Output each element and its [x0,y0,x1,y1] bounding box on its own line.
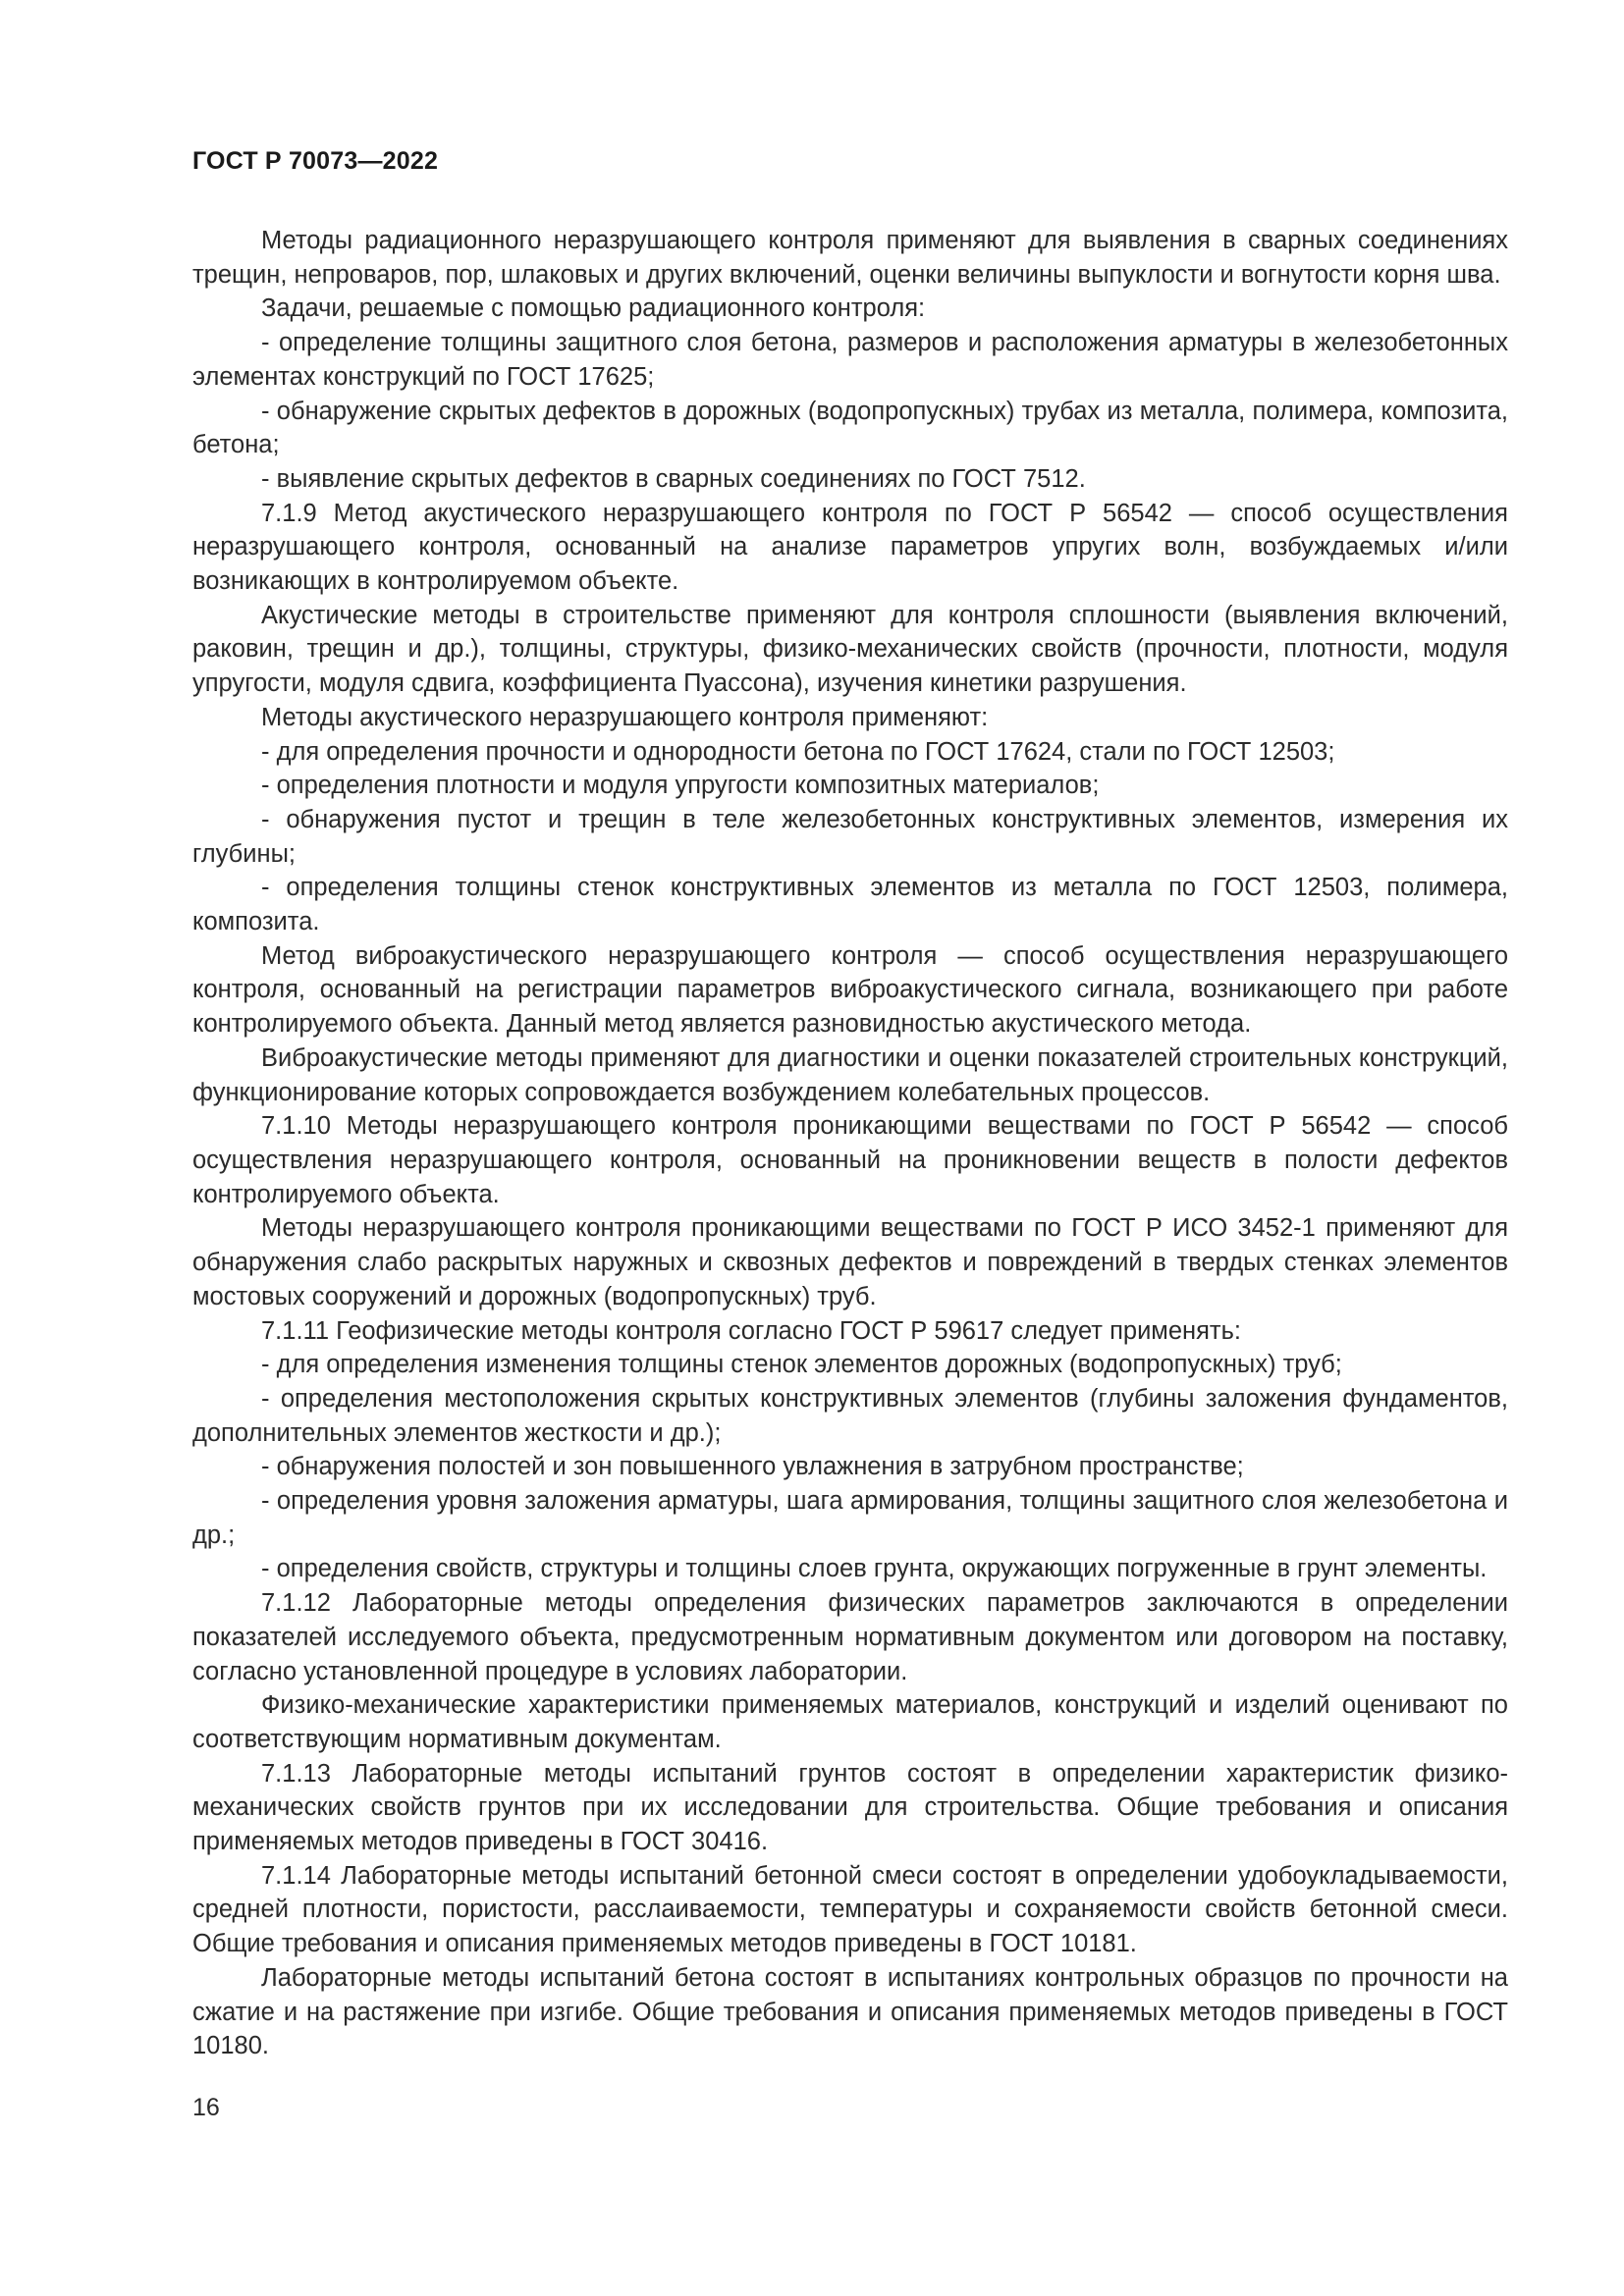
paragraph: Методы акустического неразрушающего контроля применяют: [261,703,989,731]
paragraph: Методы радиационного неразрушающего контроля применяют для выявления в сварных соединениях трещин, непроваров, пор, шлаковых и других включений, оценки величины выпуклости и вогнутости корня шва. [192,227,1508,289]
list-item: - определения свойств, структуры и толщины слоев грунта, окружающих погруженные в грунт элементы. [261,1555,1488,1583]
list-item: - обнаружение скрытых дефектов в дорожных (водопропускных) трубах из металла, полимера, композита, бетона; [192,397,1508,459]
list-item: - определения местоположения скрытых конструктивных элементов (глубины заложения фундаментов, дополнительных элементов жесткости и др.); [192,1384,1508,1447]
section-7-1-10: 7.1.10 Методы неразрушающего контроля проникающими веществами по ГОСТ Р 56542 — способ осуществления неразрушающего контроля, основанный на проникновении веществ в полости дефектов контролируемого объекта. [192,1112,1508,1208]
list-item: - для определения изменения толщины стенок элементов дорожных (водопропускных) труб; [261,1351,1342,1379]
paragraph: Методы неразрушающего контроля проникающими веществами по ГОСТ Р ИСО 3452-1 применяют для обнаружения слабо раскрытых наружных и сквозных дефектов и повреждений в твердых стенках элементов мостовых сооружений и дорожных (водопропускных) труб. [192,1214,1508,1310]
paragraph: Метод виброакустического неразрушающего контроля — способ осуществления неразрушающего контроля, основанный на регистрации параметров виброакустического сигнала, возникающего при работе контролируемого объекта. Данный метод является разновидностью акустического метода. [192,941,1508,1039]
section-7-1-9: 7.1.9 Метод акустического неразрушающего контроля по ГОСТ Р 56542 — способ осуществления неразрушающего контроля, основанный на анализе параметров упругих волн, возбуждаемых и/или возникающих в контролируемом объекте. [192,499,1508,596]
section-7-1-14: 7.1.14 Лабораторные методы испытаний бетонной смеси состоят в определении удобоукладываемости, средней плотности, пористости, расслаиваемости, температуры и сохраняемости свойств бетонной смеси. Общие требования и описания применяемых методов приведены в ГОСТ 10181. [192,1861,1508,1958]
list-item: - определения плотности и модуля упругости композитных материалов; [261,772,1100,800]
list-item: - определение толщины защитного слоя бетона, размеров и расположения арматуры в железобетонных элементах конструкций по ГОСТ 17625; [192,329,1508,391]
section-7-1-13: 7.1.13 Лабораторные методы испытаний грунтов состоят в определении характеристик физико-механических свойств грунтов при их исследовании для строительства. Общие требования и описания применяемых методов приведены в ГОСТ 30416. [192,1759,1508,1856]
paragraph: Акустические методы в строительстве применяют для контроля сплошности (выявления включений, раковин, трещин и др.), толщины, структуры, физико-механических свойств (прочности, плотности, модуля упругости, модуля сдвига, коэффициента Пуассона), изучения кинетики разрушения. [192,601,1508,698]
list-item: - обнаружения пустот и трещин в теле железобетонных конструктивных элементов, измерения их глубины; [192,805,1508,868]
list-item: - выявление скрытых дефектов в сварных соединениях по ГОСТ 7512. [261,464,1086,493]
paragraph: Задачи, решаемые с помощью радиационного контроля: [261,294,926,323]
section-7-1-11: 7.1.11 Геофизические методы контроля согласно ГОСТ Р 59617 следует применять: [261,1316,1241,1345]
paragraph: Физико-механические характеристики применяемых материалов, конструкций и изделий оценивают по соответствующим нормативным документам. [192,1691,1508,1753]
section-7-1-12: 7.1.12 Лабораторные методы определения физических параметров заключаются в определении показателей исследуемого объекта, предусмотренным нормативным документом или договором на поставку, согласно установленной процедуре в условиях лаборатории. [192,1589,1508,1685]
list-item: - определения уровня заложения арматуры, шага армирования, толщины защитного слоя железобетона и др.; [192,1487,1508,1549]
page-number: 16 [192,2094,220,2121]
paragraph: Виброакустические методы применяют для диагностики и оценки показателей строительных конструкций, функционирование которых сопровождается возбуждением колебательных процессов. [192,1043,1508,1106]
body-text [192,224,1508,2063]
list-item: - определения толщины стенок конструктивных элементов из металла по ГОСТ 12503, полимера, композита. [192,874,1508,936]
paragraph: Лабораторные методы испытаний бетона состоят в испытаниях контрольных образцов по прочности на сжатие и на растяжение при изгибе. Общие требования и описания применяемых методов приведены в ГОСТ 10180. [192,1963,1508,2060]
list-item: - обнаружения полостей и зон повышенного увлажнения в затрубном пространстве; [261,1453,1244,1481]
document-header: ГОСТ Р 70073—2022 [192,147,439,175]
list-item: - для определения прочности и однородности бетона по ГОСТ 17624, стали по ГОСТ 12503; [261,737,1335,766]
